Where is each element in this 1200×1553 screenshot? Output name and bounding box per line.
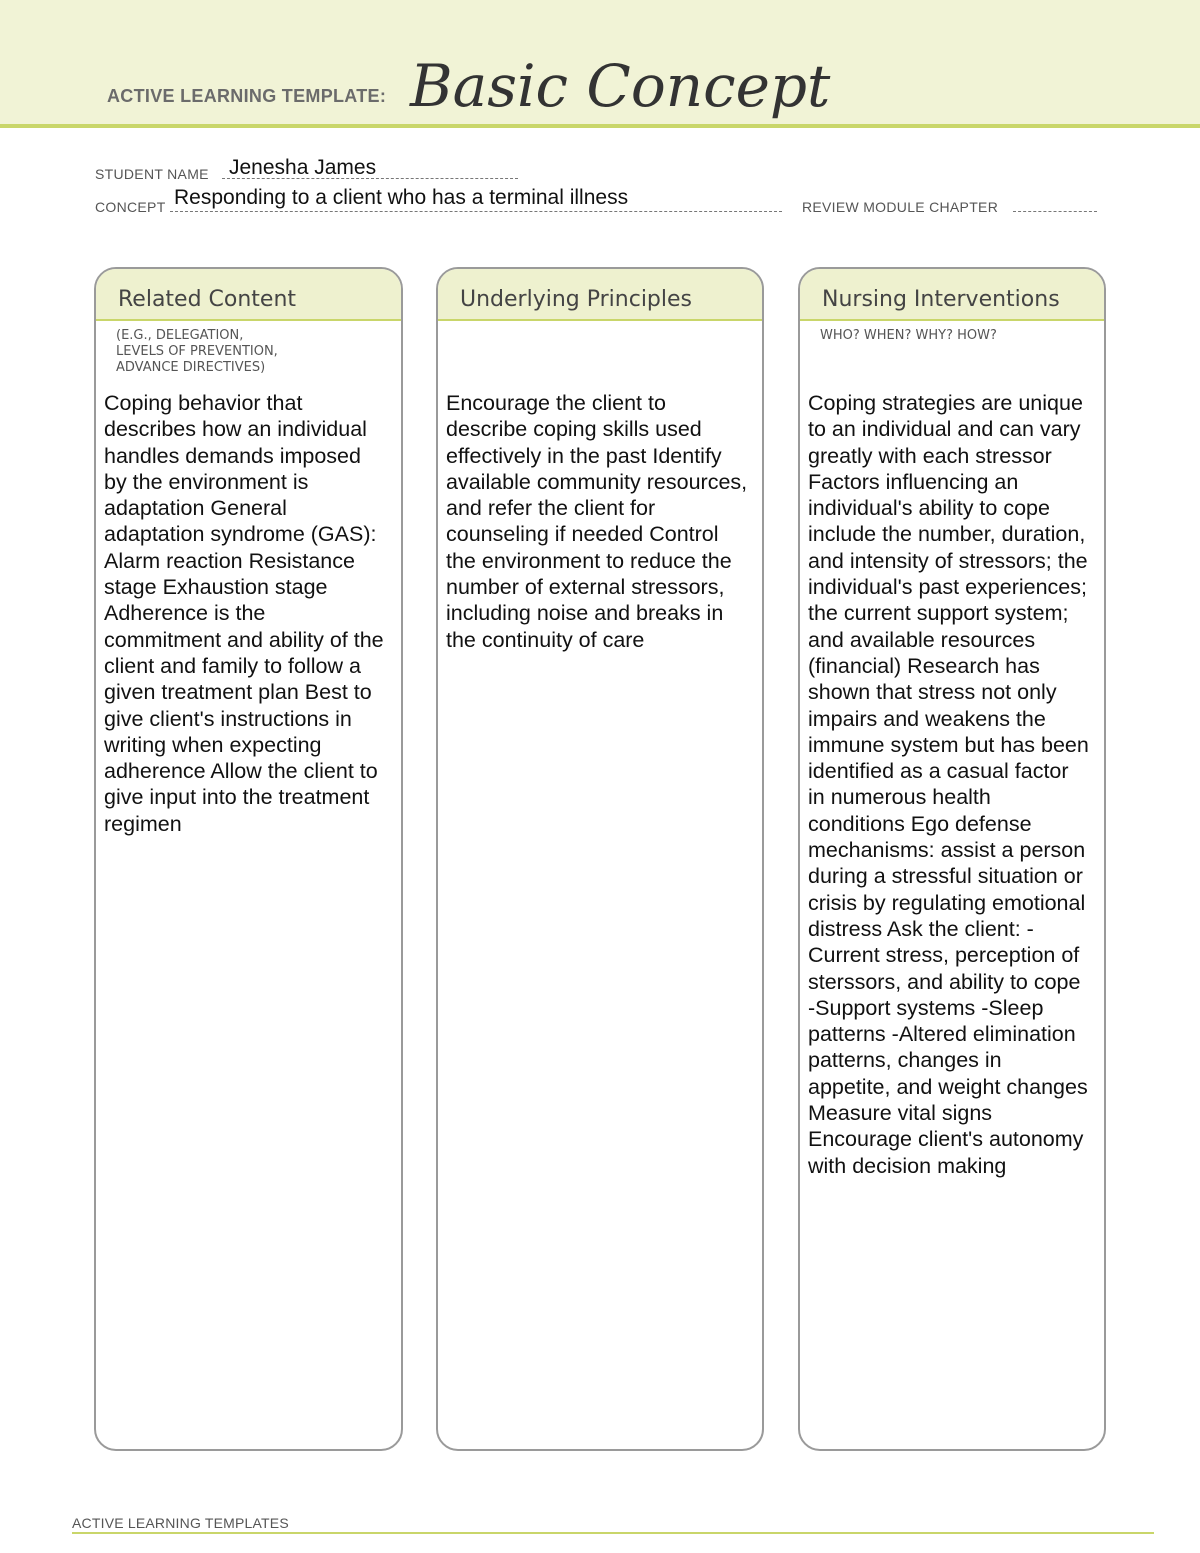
nursing-interventions-subtitle: WHO? WHEN? WHY? HOW? [820,328,997,343]
template-label: ACTIVE LEARNING TEMPLATE: [107,86,387,106]
underlying-principles-body[interactable]: Encourage the client to describe coping skills used effectively in the past Identify available community resources, and refer the client for counseling if needed Control the environment to reduce the number of external stressors, including noise and breaks in the continuity of care [446,391,748,652]
student-name-field[interactable]: Jenesha James [229,156,377,179]
underlying-principles-panel [436,267,764,1451]
underlying-principles-title: Underlying Principles [438,269,762,321]
footer-divider [72,1532,1154,1534]
review-module-line [1013,211,1097,212]
concept-line [170,211,782,212]
underlying-principles-subtitle [438,321,762,390]
nursing-interventions-panel [798,267,1106,1451]
template-title: Basic Concept [410,52,831,120]
related-content-body[interactable]: Coping behavior that describes how an individual handles demands imposed by the environment is adaptation General adaptation syndrome (GAS): Alarm reaction Resistance stage Exhaustion stage Adherence is the commitment and ability of the client and family to follow a given treatment plan Best to give client's instructions in writing when expecting adherence Allow the client to give input into the treatment regimen [104,391,384,836]
header-divider [0,124,1200,128]
concept-label: CONCEPT [95,199,166,215]
student-name-label: STUDENT NAME [95,166,209,182]
review-module-label: REVIEW MODULE CHAPTER [802,199,999,215]
nursing-interventions-title: Nursing Interventions [800,269,1104,321]
related-content-title: Related Content [96,269,401,321]
nursing-interventions-body[interactable]: Coping strategies are unique to an individual and can vary greatly with each stressor Factors influencing an individual's ability to cope include the number, duration, and intensity of stressors; the individual's past experiences; the current support system; and available resources (financial) Research has shown that stress not only impairs and weakens the immune system but has been identified as a casual factor in numerous health conditions Ego defense mechanisms: assist a person during a stressful situation or crisis by regulating emotional distress Ask the client: -Current stress, perception of sterssors, and ability to cope -Support systems -Sleep patterns -Altered elimination patterns, changes in appetite, and weight changes Measure vital signs Encourage client's autonomy with decision making [808,391,1089,1178]
related-content-subtitle: (E.G., DELEGATION, LEVELS OF PREVENTION, ADVANCE DIRECTIVES) [116,328,278,375]
concept-field[interactable]: Responding to a client who has a terminal illness [174,186,629,209]
related-content-panel [94,267,403,1451]
footer-label: ACTIVE LEARNING TEMPLATES [72,1515,289,1531]
